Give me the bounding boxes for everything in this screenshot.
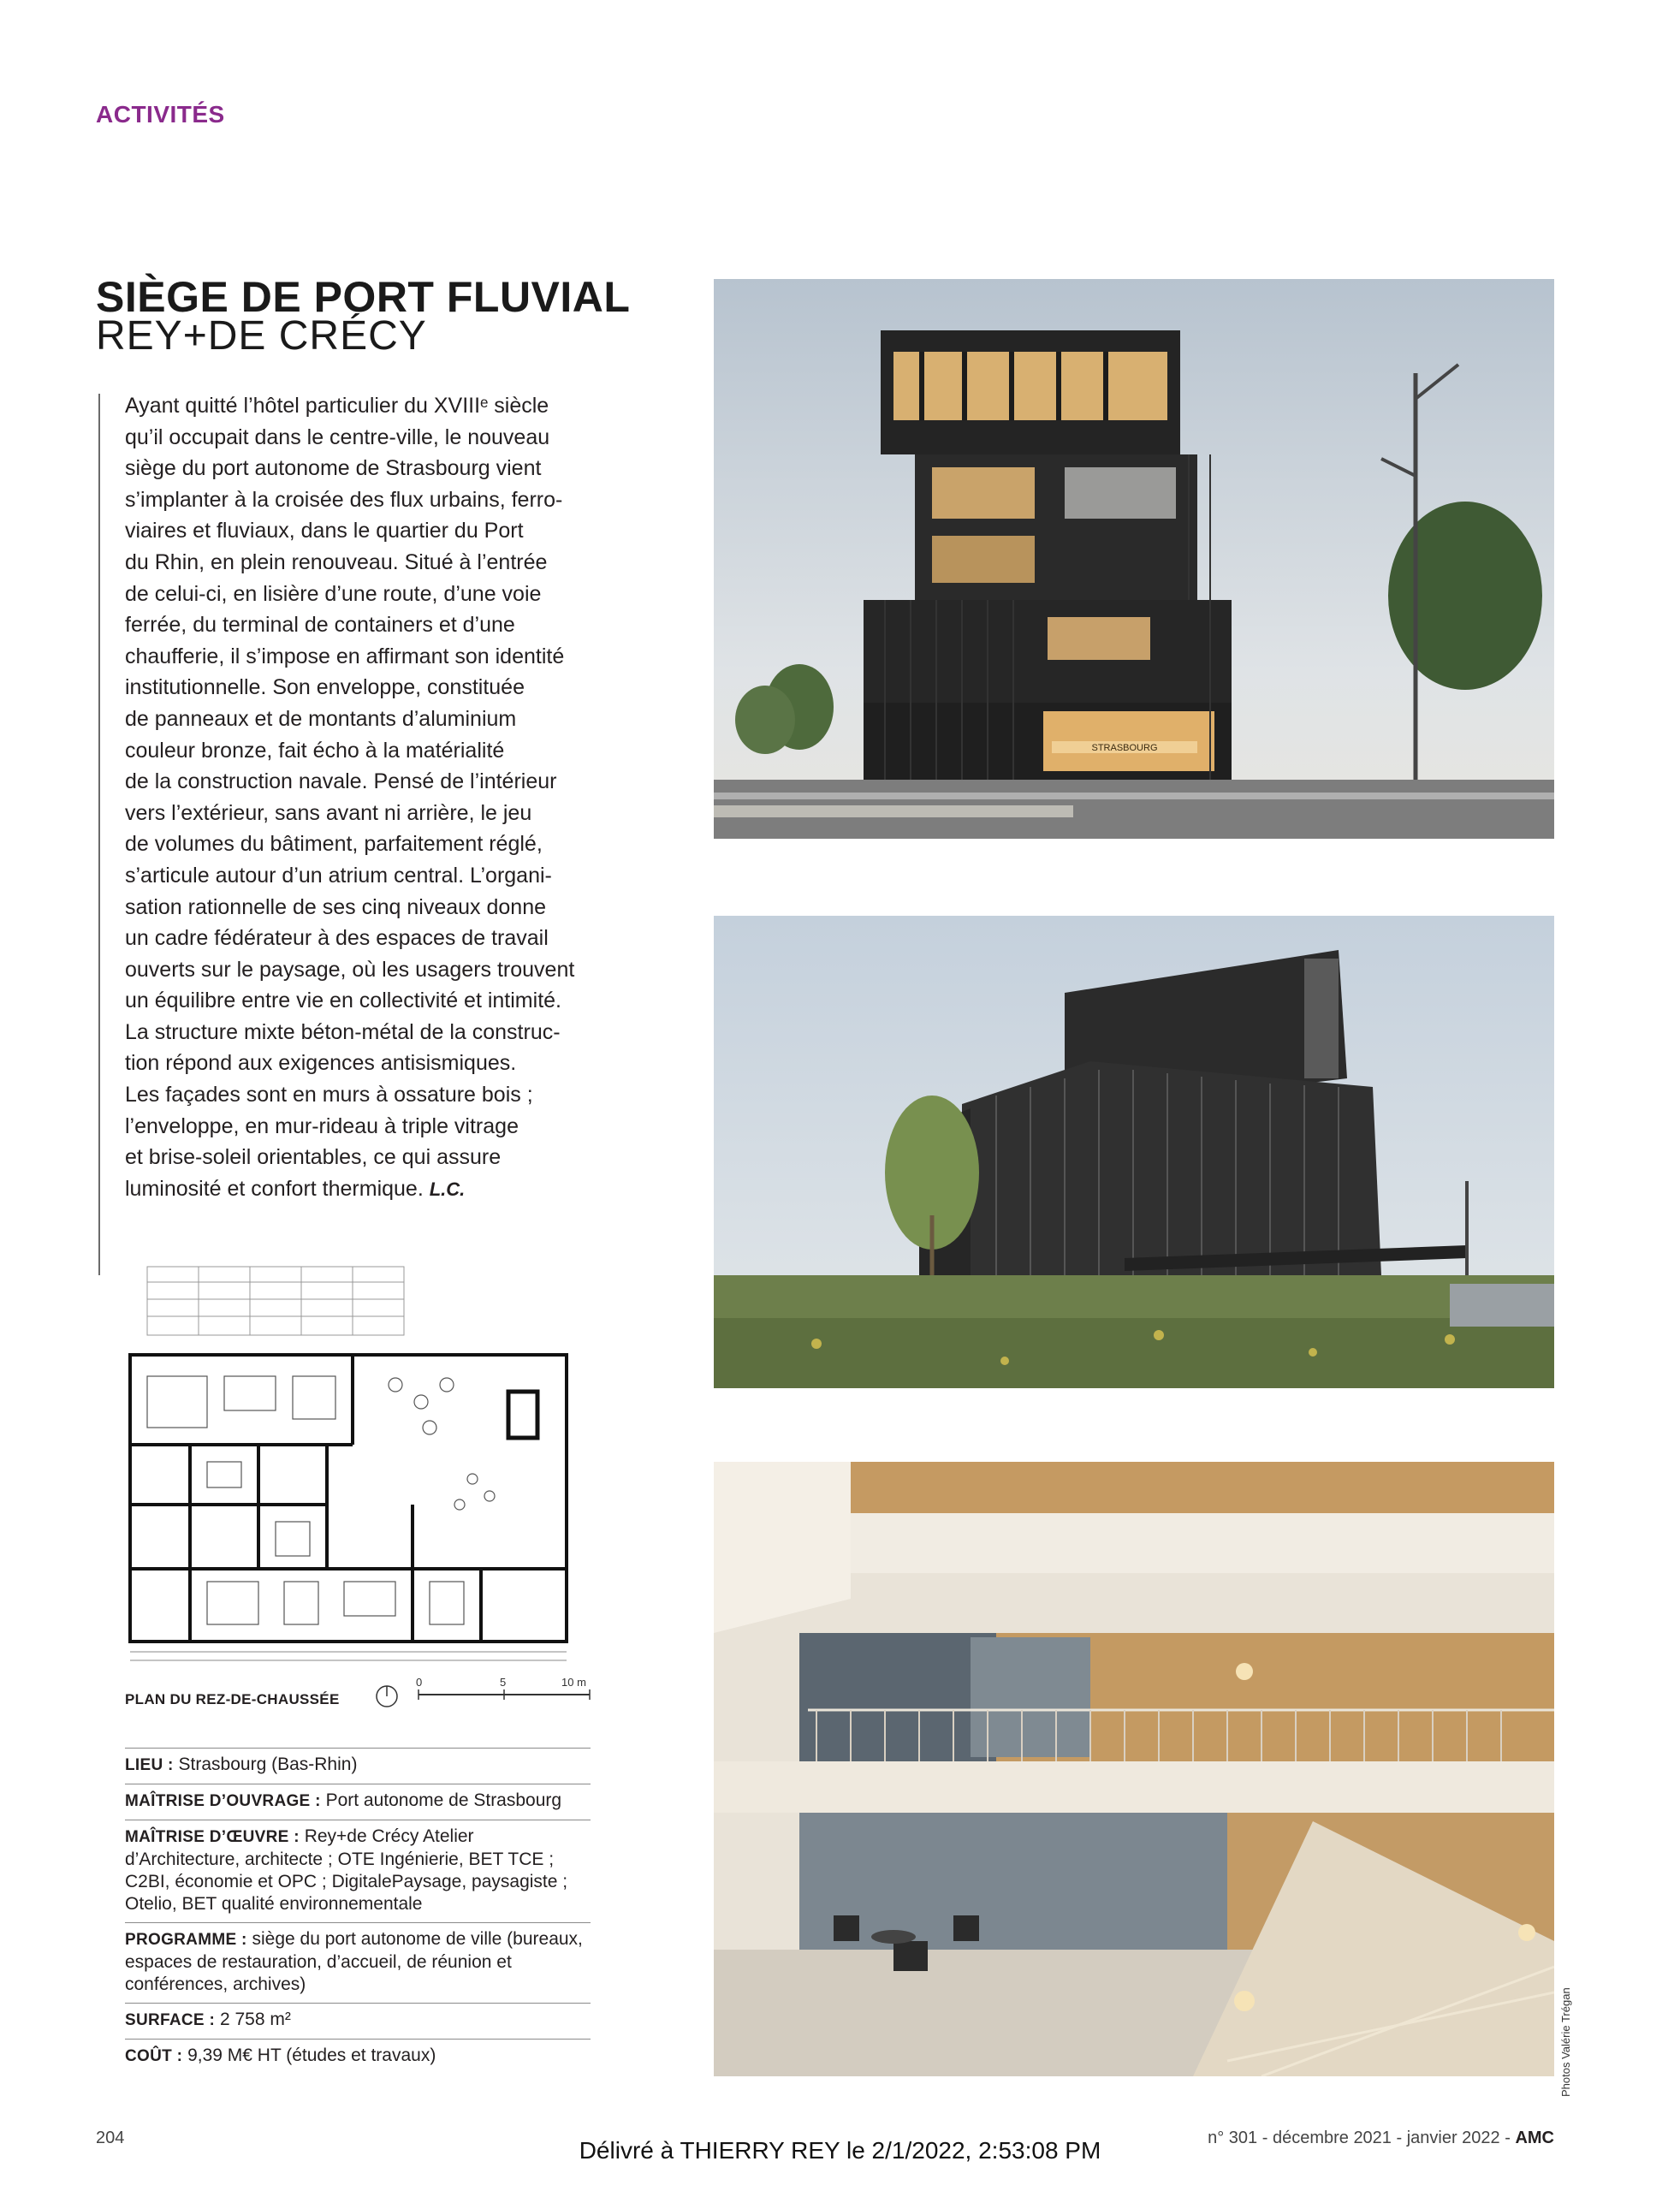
intro-rule: [98, 394, 100, 1275]
body-line: ferrée, du terminal de containers et d’une: [125, 613, 515, 638]
credit-value: 9,39 M€ HT (études et travaux): [182, 2046, 436, 2065]
project-credits: [125, 1748, 591, 2075]
credit-key: MAÎTRISE D’OUVRAGE :: [125, 1792, 321, 1810]
article-title: SIÈGE DE PORT FLUVIAL: [96, 273, 631, 321]
credit-maitrise-oeuvre: [125, 1820, 591, 1922]
credit-key: LIEU :: [125, 1756, 174, 1774]
body-line: couleur bronze, fait écho à la matérialité: [125, 738, 505, 763]
body-line: tion répond aux exigences antisismiques.: [125, 1051, 517, 1076]
issue-text: n° 301 - décembre 2021 - janvier 2022 -: [1208, 2129, 1516, 2147]
author-initials: L.C.: [429, 1178, 466, 1200]
building-sign: STRASBOURG: [1091, 743, 1158, 753]
credit-value: Strasbourg (Bas-Rhin): [173, 1755, 358, 1774]
delivery-stamp: Délivré à THIERRY REY le 2/1/2022, 2:53:08 PM: [579, 2137, 1101, 2164]
body-line: viaires et fluviaux, dans le quartier du Port: [125, 519, 524, 543]
body-line: sation rationnelle de ses cinq niveaux donne: [125, 894, 547, 919]
credit-key: MAÎTRISE D’ŒUVRE :: [125, 1828, 300, 1846]
credit-value: Rey+de Crécy Atelier d’Architecture, architecte ; OTE Ingénierie, BET TCE ; C2BI, économie et OPC ; DigitalePaysage, paysagiste ; Otelio, BET qualité environnementale: [125, 1826, 568, 1914]
credit-lieu: [125, 1748, 591, 1784]
body-line: institutionnelle. Son enveloppe, constituée: [125, 675, 525, 700]
body-line: s’implanter à la croisée des flux urbains, ferro-: [125, 487, 563, 512]
body-line: de panneaux et de montants d’aluminium: [125, 706, 517, 731]
body-line: un équilibre entre vie en collectivité et intimité.: [125, 989, 561, 1013]
photo-credit: [1559, 1987, 1576, 2097]
plan-caption: PLAN DU REZ-DE-CHAUSSÉE: [125, 1691, 340, 1707]
photo-atrium-interior: [714, 1462, 1554, 2076]
credit-key: SURFACE :: [125, 2011, 216, 2029]
body-line: La structure mixte béton-métal de la construc-: [125, 1019, 561, 1044]
body-line: siège du port autonome de Strasbourg vient: [125, 456, 542, 481]
photo-credit-text: Photos Valérie Trégan: [1559, 1987, 1572, 2097]
body-line: du Rhin, en plein renouveau. Situé à l’entrée: [125, 549, 548, 574]
body-line-last: luminosité et confort thermique.: [125, 1176, 424, 1201]
body-line: Les façades sont en murs à ossature bois ;: [125, 1083, 533, 1107]
credit-value: siège du port autonome de ville (bureaux, espaces de restauration, d’accueil, de réunion et conférences, archives): [125, 1929, 583, 1994]
credit-value: 2 758 m²: [215, 2010, 291, 2029]
body-line: [125, 1173, 604, 1206]
photo-building-street: [714, 279, 1554, 839]
article-subtitle: REY+DE CRÉCY: [96, 313, 427, 359]
credit-maitrise-ouvrage: [125, 1784, 591, 1820]
body-line: de celui-ci, en lisière d’une route, d’une voie: [125, 581, 542, 606]
scale-label-0: 0: [416, 1676, 423, 1689]
body-line: chaufferie, il s’impose en affirmant son identité: [125, 644, 565, 668]
credit-value: Port autonome de Strasbourg: [320, 1790, 562, 1810]
body-line: s’articule autour d’un atrium central. L’organi-: [125, 863, 552, 888]
body-line: un cadre fédérateur à des espaces de travail: [125, 926, 549, 951]
body-line: de volumes du bâtiment, parfaitement réglé,: [125, 832, 543, 857]
body-line: Ayant quitté l’hôtel particulier du XVIIIᵉ siècle: [125, 394, 549, 418]
credit-programme: [125, 1922, 591, 2003]
section-label: ACTIVITÉS: [96, 101, 225, 128]
body-line: qu’il occupait dans le centre-ville, le nouveau: [125, 425, 550, 449]
magazine-name: AMC: [1515, 2129, 1554, 2147]
credit-cout: [125, 2039, 591, 2075]
scale-label-10: 10 m: [561, 1676, 586, 1689]
page-number: 204: [96, 2129, 125, 2147]
body-line: ouverts sur le paysage, où les usagers trouvent: [125, 957, 575, 982]
photo-building-garden: [714, 916, 1554, 1388]
credit-key: PROGRAMME :: [125, 1931, 247, 1949]
scale-bar: [371, 1676, 594, 1710]
credit-surface: [125, 2003, 591, 2039]
scale-label-5: 5: [500, 1676, 507, 1689]
body-line: et brise-soleil orientables, ce qui assure: [125, 1145, 502, 1170]
body-line: vers l’extérieur, sans avant ni arrière, le jeu: [125, 800, 532, 825]
body-line: l’enveloppe, en mur-rideau à triple vitrage: [125, 1113, 519, 1138]
body-line: de la construction navale. Pensé de l’intérieur: [125, 769, 557, 794]
floor-plan: [122, 1265, 594, 1667]
article-body: [125, 390, 604, 1205]
credit-key: COÛT :: [125, 2047, 183, 2065]
